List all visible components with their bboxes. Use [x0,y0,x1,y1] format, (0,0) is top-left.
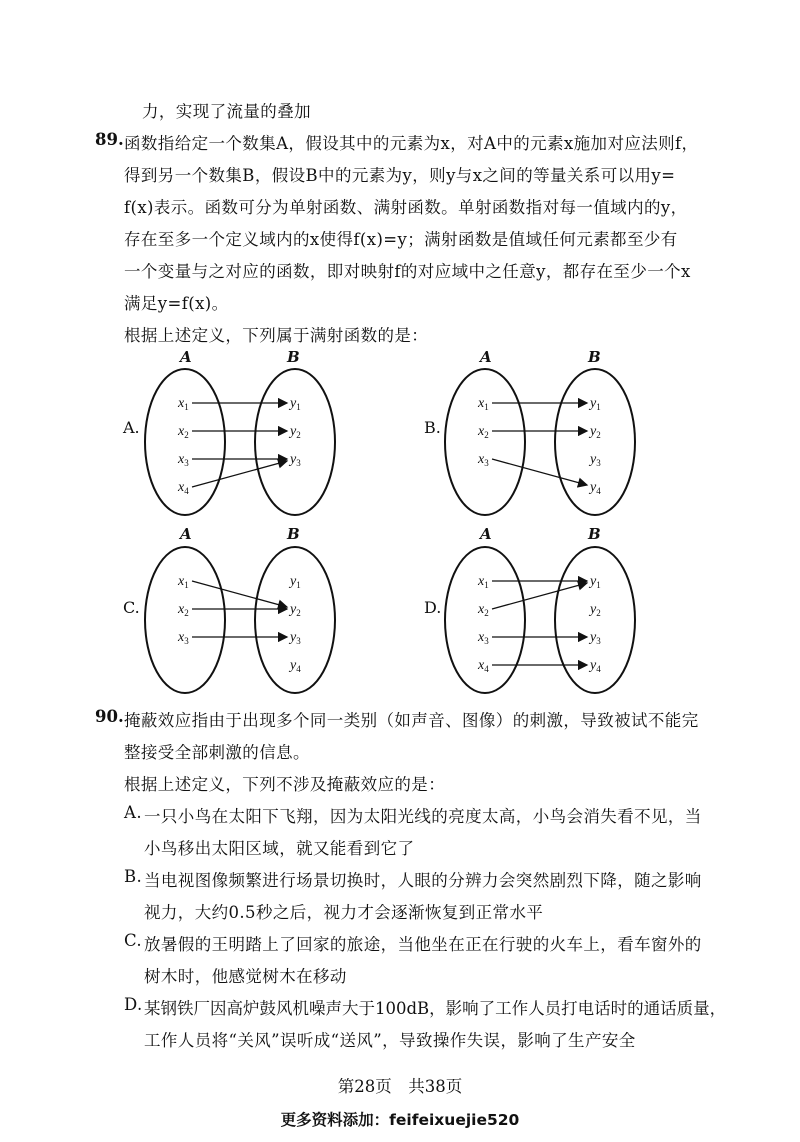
mapping-arrow [192,461,287,487]
codomain-ellipse [255,369,335,515]
set-a-label: A [180,348,192,366]
y-element: $y_3$ [590,452,601,468]
y-element: $y_1$ [590,396,601,412]
x-element: $x_1$ [178,396,189,412]
option-label: D. [124,995,143,1014]
x-element: $x_2$ [478,602,489,618]
y-element: $y_2$ [290,424,301,440]
x-element: $x_1$ [478,574,489,590]
set-a-label: A [180,525,192,543]
y-element: $y_2$ [590,424,601,440]
x-element: $x_1$ [178,574,189,590]
watermark-text: 更多资料添加：feifeixuejie520 [280,1111,520,1129]
y-element: $y_3$ [290,630,301,646]
x-element: $x_2$ [478,424,489,440]
y-element: $y_3$ [290,452,301,468]
y-element: $y_1$ [590,574,601,590]
y-element: $y_4$ [590,658,601,674]
page-number: 第28页 共38页 [337,1077,463,1096]
mapping-arrow [492,459,587,485]
y-element: $y_4$ [290,658,301,674]
option-text-line: 小鸟移出太阳区域，就又能看到它了 [144,839,415,858]
set-b-label: B [287,348,300,366]
domain-ellipse [445,369,525,515]
mapping-diagram [440,365,640,525]
y-element: $y_2$ [590,602,601,618]
option-label: A. [123,418,140,437]
option-label: C. [123,598,140,617]
option-label: A. [124,803,142,822]
q89-stem-line: f(x)表示。函数可分为单射函数、满射函数。单射函数指对每一值域内的y， [124,198,688,217]
x-element: $x_2$ [178,424,189,440]
x-element: $x_3$ [478,630,489,646]
x-element: $x_1$ [478,396,489,412]
q89-stem-line: 函数指给定一个数集A，假设其中的元素为x，对A中的元素x施加对应法则f， [124,134,699,153]
q89-stem-line: 得到另一个数集B，假设B中的元素为y，则y与x之间的等量关系可以用y= [124,166,676,185]
mapping-arrow [492,583,587,609]
q89-stem-line: 一个变量与之对应的函数，即对映射f的对应域中之任意y，都存在至少一个x [124,262,691,281]
y-element: $y_1$ [290,396,301,412]
mapping-diagram [140,543,340,703]
x-element: $x_3$ [478,452,489,468]
mapping-diagram [140,365,340,525]
mapping-diagram [440,543,640,703]
option-text-line: 某钢铁厂因高炉鼓风机噪声大于100dB，影响了工作人员打电话时的通话质量， [144,999,727,1018]
option-label: C. [124,931,143,950]
set-b-label: B [588,348,601,366]
q89-number: 89. [95,130,124,149]
option-text-line: 当电视图像频繁进行场景切换时，人眼的分辨力会突然剧烈下降，随之影响 [144,871,702,890]
q90-stem-line: 掩蔽效应指由于出现多个同一类别（如声音、图像）的刺激，导致被试不能完 [124,711,699,730]
set-a-label: A [480,525,492,543]
option-label: B. [424,418,441,437]
q89-stem-line: 满足y=f(x)。 [124,294,229,313]
set-b-label: B [588,525,601,543]
option-label: B. [124,867,143,886]
option-text-line: 一只小鸟在太阳下飞翔，因为太阳光线的亮度太高，小鸟会消失看不见，当 [144,807,702,826]
y-element: $y_1$ [290,574,301,590]
q90-stem-line: 整接受全部刺激的信息。 [124,743,310,762]
q89-prompt: 根据上述定义，下列属于满射函数的是： [124,326,429,345]
option-text-line: 放暑假的王明踏上了回家的旅途，当他坐在正在行驶的火车上，看车窗外的 [144,935,702,954]
y-element: $y_2$ [290,602,301,618]
option-label: D. [424,598,442,617]
set-a-label: A [480,348,492,366]
mapping-arrow [192,581,287,607]
y-element: $y_3$ [590,630,601,646]
option-text-line: 视力，大约0.5秒之后，视力才会逐渐恢复到正常水平 [144,903,544,922]
x-element: $x_3$ [178,630,189,646]
q90-prompt: 根据上述定义，下列不涉及掩蔽效应的是： [124,775,446,794]
q89-stem-line: 存在至多一个定义域内的x使得f(x)=y；满射函数是值域任何元素都至少有 [124,230,678,249]
option-text-line: 工作人员将“关风”误听成“送风”，导致操作失误，影响了生产安全 [144,1031,636,1050]
x-element: $x_4$ [478,658,489,674]
x-element: $x_3$ [178,452,189,468]
y-element: $y_4$ [590,480,601,496]
domain-ellipse [145,547,225,693]
option-text-line: 树木时，他感觉树木在移动 [144,967,347,986]
x-element: $x_2$ [178,602,189,618]
q88-tail-text: 力，实现了流量的叠加 [142,102,311,121]
x-element: $x_4$ [178,480,189,496]
q90-number: 90. [95,707,124,726]
set-b-label: B [287,525,300,543]
